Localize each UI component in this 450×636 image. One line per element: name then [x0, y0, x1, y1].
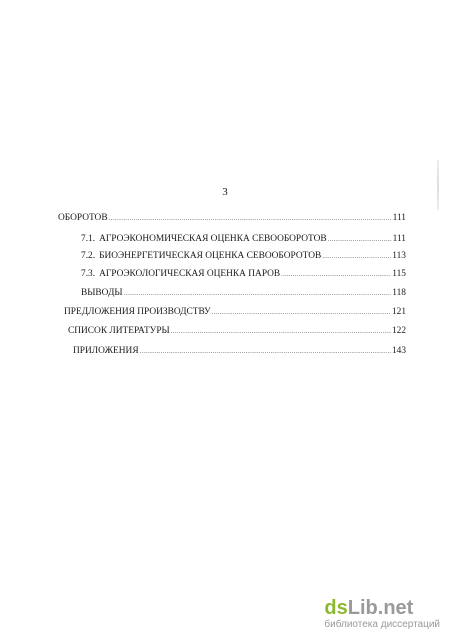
toc-entry	[73, 345, 406, 358]
toc-entry-page: 121	[391, 307, 406, 317]
toc-entry	[68, 325, 406, 338]
dslib-logo: dsLib.net	[324, 597, 414, 619]
toc-entry-page: 143	[391, 346, 406, 356]
toc-entry	[81, 287, 406, 300]
dslib-watermark	[324, 598, 440, 630]
toc-entry-page: 111	[392, 234, 406, 244]
toc-leader-dots	[140, 345, 391, 358]
toc-entry-title: АГРОЭКОЛОГИЧЕСКАЯ ОЦЕНКА ПАРОВ	[99, 269, 281, 279]
toc-entry-page: 115	[392, 269, 406, 279]
toc-entry	[64, 306, 406, 319]
toc-entry-title: ВЫВОДЫ	[81, 288, 123, 298]
toc-entry-number: 7.3.	[81, 269, 96, 279]
toc-entry	[81, 268, 406, 281]
toc-entry-title: СПИСОК ЛИТЕРАТУРЫ	[68, 326, 170, 336]
toc-leader-dots	[124, 287, 392, 300]
toc-leader-dots	[171, 325, 391, 338]
toc-entry	[58, 212, 406, 225]
page-number: 3	[222, 186, 228, 198]
toc-leader-dots	[212, 306, 391, 319]
toc-entry-page: 122	[391, 326, 406, 336]
toc-entry-number: 7.1.	[81, 234, 96, 244]
toc-entry-title: ПРЕДЛОЖЕНИЯ ПРОИЗВОДСТВУ	[64, 307, 211, 317]
toc-entry-title: АГРОЭКОНОМИЧЕСКАЯ ОЦЕНКА СЕВООБОРОТОВ	[99, 234, 327, 244]
toc-leader-dots	[109, 212, 392, 225]
toc-entry-number: 7.2.	[81, 251, 96, 261]
toc-entry-page: 113	[392, 251, 406, 261]
toc-entry-title: ПРИЛОЖЕНИЯ	[73, 346, 139, 356]
toc-leader-dots	[322, 250, 391, 263]
toc-entry-page: 118	[392, 288, 406, 298]
dslib-subtitle: библиотека диссертаций	[324, 619, 440, 630]
toc-entry	[81, 250, 406, 263]
toc-leader-dots	[328, 233, 392, 246]
toc-entry-page: 111	[392, 213, 406, 223]
toc-entry-title: ОБОРОТОВ	[58, 213, 108, 223]
toc-entry-title: БИОЭНЕРГЕТИЧЕСКАЯ ОЦЕНКА СЕВООБОРОТОВ	[99, 251, 322, 261]
toc-entry	[81, 233, 406, 246]
toc-leader-dots	[281, 268, 391, 281]
